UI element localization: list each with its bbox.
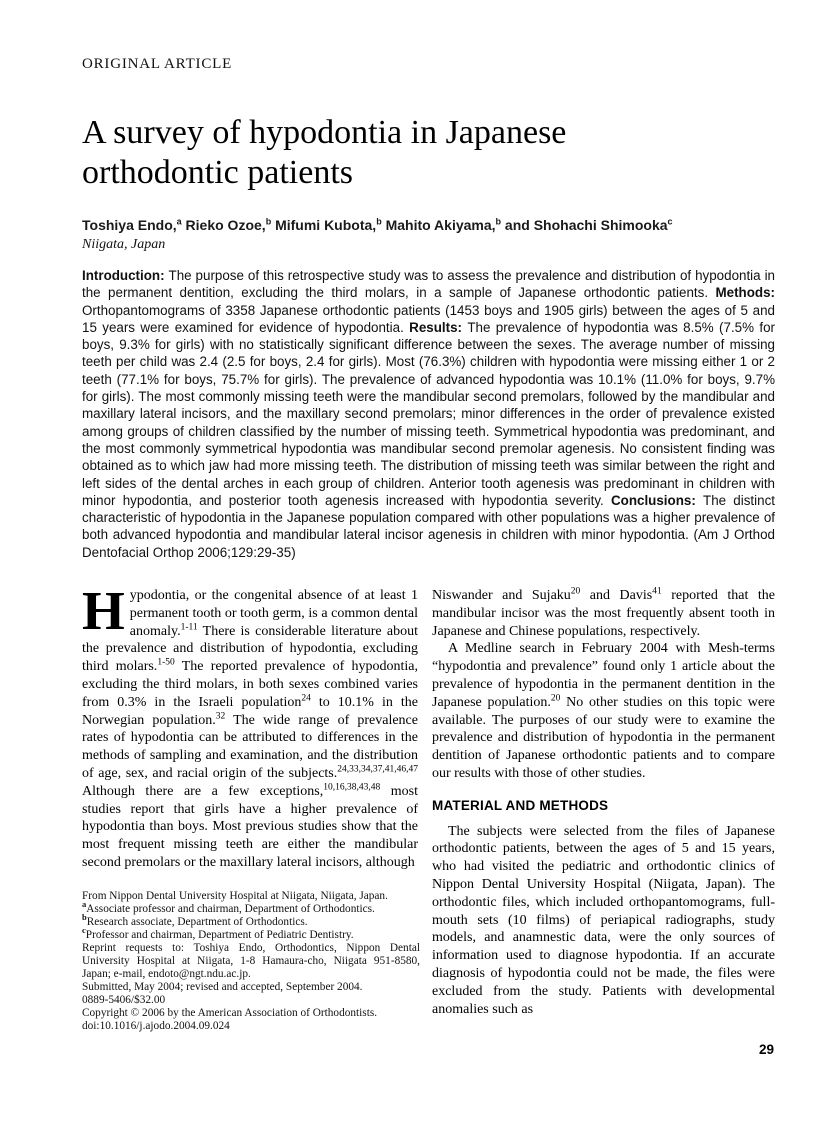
footnote-line: $^c$Professor and chairman, Department of Pediatric Dentistry. <box>82 925 354 941</box>
footnote-line: 0889-5406/$32.00 <box>82 993 166 1006</box>
body-paragraph: The subjects were selected from the files of Japanese orthodontic patients, between the ages of 5 and 15 years, who had visited the pediatric and orthodontic clinics of Nippon Dental University Hospital (Niigata, Japan). The orthodontic files, which included orthopantomograms, full-mouth sets (10 films) of periapical radiographs, study models, and anamnestic data, were the only sources of information used to diagnose hypodontia. If an accurate diagnosis of hypodontia could not be made, the files were excluded from the study. Patients with developmental anomalies such as <box>432 823 775 1017</box>
article-type-kicker: ORIGINAL ARTICLE <box>82 56 233 72</box>
abstract-paragraph: Introduction: The purpose of this retrospective study was to assess the prevalence and distribution of hypodontia in the permanent dentition, excluding the third molars, in a sample of Japanese orthodontic patients. Methods: Orthopantomograms of 3358 Japanese orthodontic patients (1453 boys and 1905 girls) between the ages of 5 and 15 years were examined for evidence of hypodontia. Results: The prevalence of hypodontia was 8.5% (7.5% for boys, 9.3% for girls) with no statistically significant difference between the sexes. The average number of missing teeth per child was 2.4 (2.5 for boys, 2.4 for girls). Most (76.3%) children with hypodontia were missing either 1 or 2 teeth (77.1% for boys, 75.7% for girls). The prevalence of advanced hypodontia was 10.1% (11.0% for boys, 9.7% for girls). The most commonly missing teeth were the mandibular second premolars, followed by the mandibular and maxillary lateral incisors, and the maxillary second premolars; minor differences in the order of prevalence existed among groups of children classified by the number of missing teeth. Symmetrical hypodontia was predominant, and the most commonly symmetrical hypodontia was mandibular second premolar agenesis. No consistent finding was obtained as to which jaw had more missing teeth. The distribution of missing teeth was similar between the right and left sides of the dental arches in each group of children. Anterior tooth agenesis was predominant in children with minor hypodontia, and posterior tooth agenesis increased with hypodontia severity. Conclusions: The distinct characteristic of hypodontia in the Japanese population compared with other populations was a higher prevalence of both advanced hypodontia and mandibular lateral incisor agenesis in children with minor hypodontia. (Am J Orthod Dentofacial Orthop 2006;129:29-35) <box>82 268 775 560</box>
footnote-line: doi:10.1016/j.ajodo.2004.09.024 <box>82 1019 230 1032</box>
footnote-block <box>82 890 420 1033</box>
drop-cap: H <box>82 580 125 642</box>
body-paragraph: A Medline search in February 2004 with Mesh-terms “hypodontia and prevalence” found only 1 article about the prevalence of hypodontia in the permanent dentition in the Japanese population.$^{20}$ No other studies on this topic were available. The purposes of our study were to examine the prevalence and distribution of hypodontia in the permanent dentition of Japanese orthodontic patients and to compare our results with those of other studies. <box>432 641 775 782</box>
footnote-line: $^b$Research associate, Department of Orthodontics. <box>82 912 308 928</box>
page-number: 29 <box>758 1042 774 1057</box>
body-paragraph: Niswander and Sujaku$^{20}$ and Davis$^{41}$ reported that the mandibular incisor was the most frequently absent tooth in Japanese and Chinese populations, respectively. <box>432 586 775 639</box>
authors-line: Toshiya Endo,$^a$ Rieko Ozoe,$^b$ Mifumi Kubota,$^b$ Mahito Akiyama,$^b$ and Shohachi Shimooka$^c$ <box>82 216 673 233</box>
affiliation: Niigata, Japan <box>82 237 166 252</box>
page-title: A survey of hypodontia in Japanese orthodontic patients <box>82 114 567 191</box>
body-paragraph <box>82 580 419 872</box>
footnote-line: From Nippon Dental University Hospital at Niigata, Niigata, Japan. <box>82 889 388 902</box>
body-column-right <box>432 587 775 1033</box>
footnote-line: Submitted, May 2004; revised and accepted, September 2004. <box>82 980 363 993</box>
footnote-line: Copyright © 2006 by the American Association of Orthodontists. <box>82 1006 378 1019</box>
footnote-line: Reprint requests to: Toshiya Endo, Orthodontics, Nippon Dental University Hospital at Niigata, 1-8 Hamaura-cho, Niigata 951-8580, Japan; e-mail, endoto@ngt.ndu.ac.jp. <box>82 941 420 980</box>
body-columns <box>82 580 775 1033</box>
section-heading-material-and-methods: MATERIAL AND METHODS <box>432 797 609 813</box>
body-column-left <box>82 580 420 1033</box>
body-paragraph-text: ypodontia, or the congenital absence of at least 1 permanent tooth or tooth germ, is a common dental anomaly.$^{1-11}$ There is considerable literature about the prevalence and distribution of hypodontia, excluding third molars.$^{1-50}$ The reported prevalence of hypodontia, excluding the third molars, in both sexes combined varies from 0.3% in the Israeli population$^{24}$ to 10.1% in the Norwegian population.$^{32}$ The wide range of prevalence rates of hypodontia can be attributed to differences in the methods of sampling and examination, and the distribution of age, sex, and racial origin of the subjects.$^{24,33,34,37,41,46,47}$ Although there are a few exceptions,$^{10,16,38,43,48}$ most studies report that girls have a higher prevalence of hypodontia than boys. Most previous studies show that the most frequent missing teeth are either the mandibular second premolars or the maxillary lateral incisors, although <box>82 588 419 870</box>
footnote-line: $^a$Associate professor and chairman, Department of Orthodontics. <box>82 899 375 915</box>
